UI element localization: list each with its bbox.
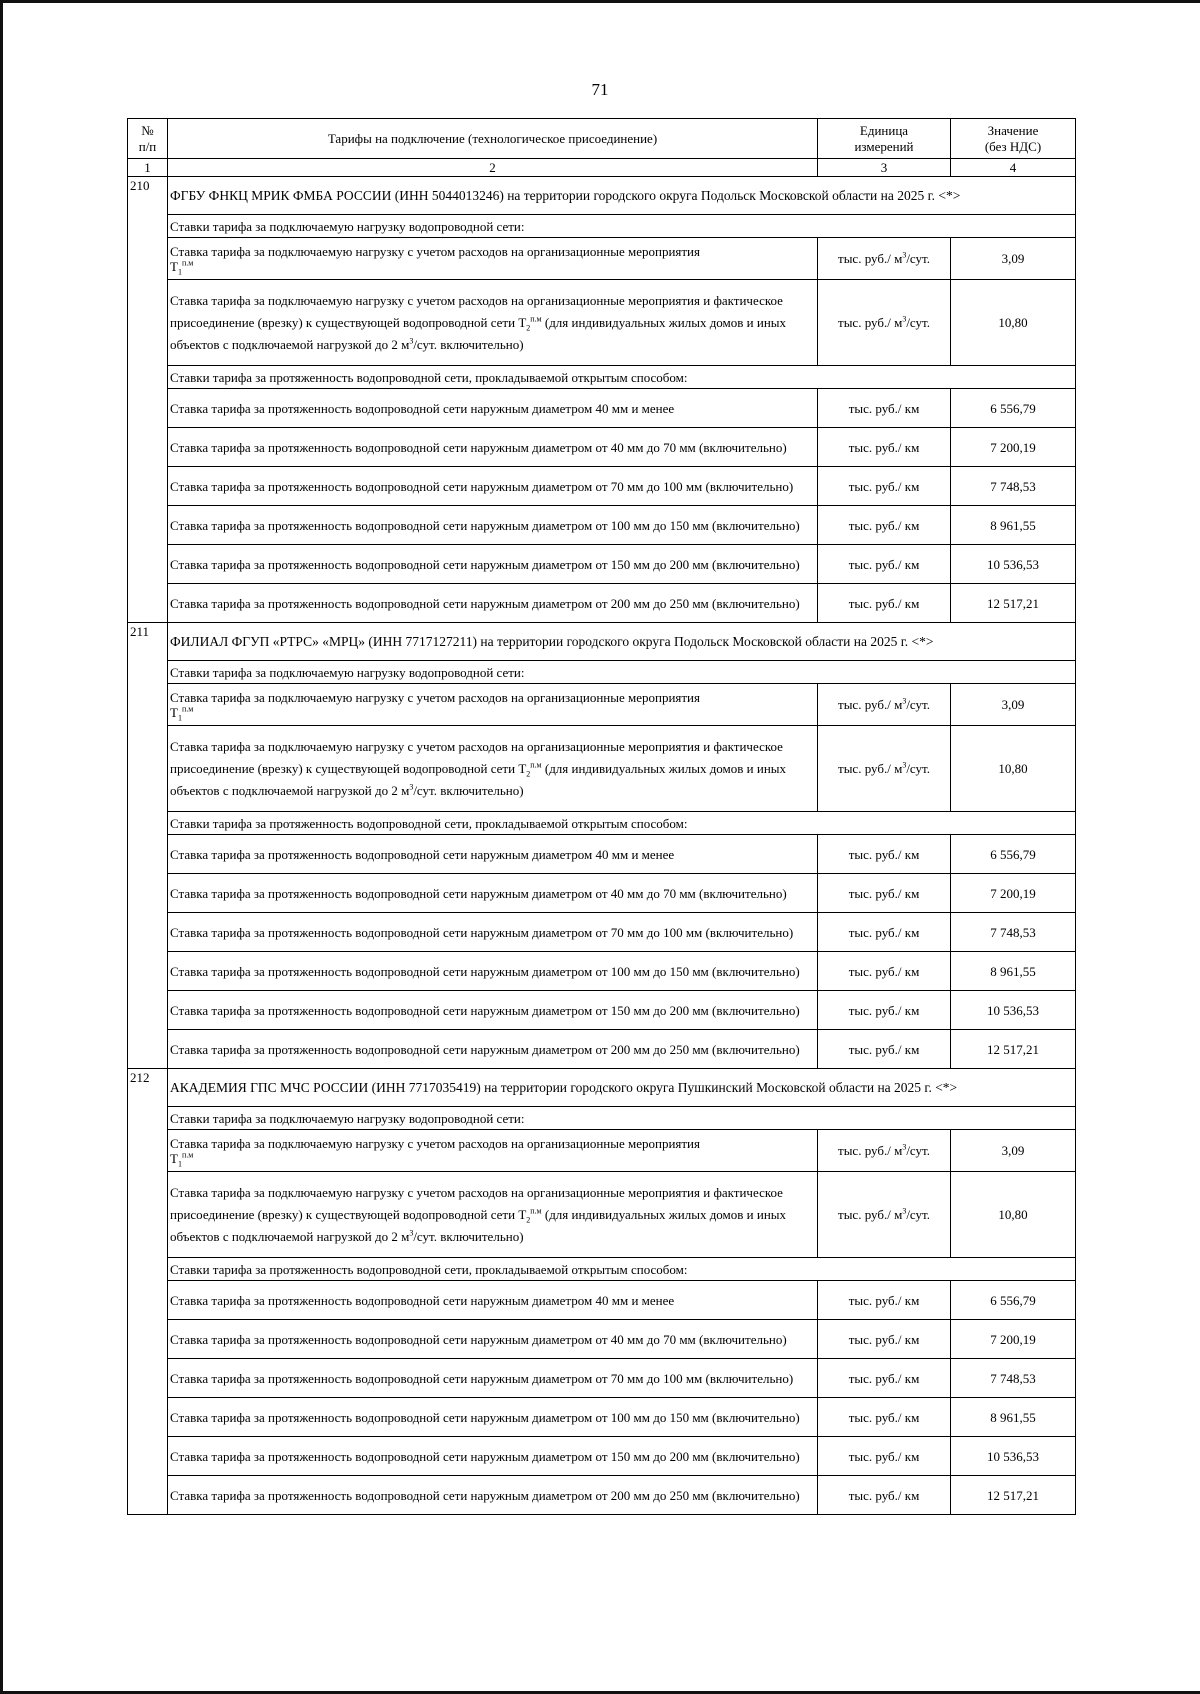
org-number-cell	[128, 661, 168, 684]
tariff-unit: тыс. руб./ км	[818, 1320, 951, 1359]
org-number-cell	[128, 389, 168, 428]
org-number-cell	[128, 366, 168, 389]
org-number-cell	[128, 215, 168, 238]
org-number-cell	[128, 1398, 168, 1437]
table-row	[128, 215, 1076, 238]
tariff-unit: тыс. руб./ км	[818, 991, 951, 1030]
tariff-name-t2: Ставка тарифа за подключаемую нагрузку с учетом расходов на организационные мероприятия и фактическое присоединение (врезку) к существующей водопроводной сети $T_2^{п.м}$ (для индивидуальных жилых домов и иных объектов с подключаемой нагрузкой до 2 $м^3$/сут. включительно)	[168, 280, 818, 366]
org-number-cell	[128, 280, 168, 366]
org-number: 210	[128, 177, 168, 215]
org-title: АКАДЕМИЯ ГПС МЧС РОССИИ (ИНН 7717035419) на территории городского округа Пушкинский Московской области на 2025 г. <*>	[168, 1069, 1076, 1107]
tariff-unit: тыс. руб./ км	[818, 1476, 951, 1515]
tariff-value-d200_250: 12 517,21	[951, 1030, 1076, 1069]
tariff-value-t2: 10,80	[951, 280, 1076, 366]
column-number-2: 2	[168, 159, 818, 177]
tariff-value-d200_250: 12 517,21	[951, 584, 1076, 623]
tariff-unit: тыс. руб./ км	[818, 1437, 951, 1476]
table-row	[128, 1359, 1076, 1398]
tariff-value-d100_150: 8 961,55	[951, 506, 1076, 545]
org-number: 211	[128, 623, 168, 661]
tariff-unit: тыс. руб./ км	[818, 1359, 951, 1398]
table-row	[128, 684, 1076, 726]
table-row	[128, 584, 1076, 623]
tariff-name-d40: Ставка тарифа за протяженность водопроводной сети наружным диаметром 40 мм и менее	[168, 835, 818, 874]
column-number-3: 3	[818, 159, 951, 177]
org-number-cell	[128, 1359, 168, 1398]
section-title: Ставки тарифа за подключаемую нагрузку водопроводной сети:	[168, 215, 1076, 238]
org-number-cell	[128, 545, 168, 584]
table-row	[128, 389, 1076, 428]
org-number-cell	[128, 1281, 168, 1320]
tariff-name-d70_100: Ставка тарифа за протяженность водопроводной сети наружным диаметром от 70 мм до 100 мм (включительно)	[168, 913, 818, 952]
table-row	[128, 835, 1076, 874]
table-row	[128, 913, 1076, 952]
header-col-name: Тарифы на подключение (технологическое присоединение)	[168, 119, 818, 159]
section-title: Ставки тарифа за протяженность водопроводной сети, прокладываемой открытым способом:	[168, 812, 1076, 835]
table-row	[128, 1476, 1076, 1515]
tariff-unit: тыс. руб./ км	[818, 545, 951, 584]
header-col-unit: Единица измерений	[818, 119, 951, 159]
tariff-value-d70_100: 7 748,53	[951, 1359, 1076, 1398]
column-number-4: 4	[951, 159, 1076, 177]
tariff-value-d40_70: 7 200,19	[951, 1320, 1076, 1359]
tariff-unit: тыс. руб./ км	[818, 874, 951, 913]
tariff-name-d200_250: Ставка тарифа за протяженность водопроводной сети наружным диаметром от 200 мм до 250 мм (включительно)	[168, 1030, 818, 1069]
tariff-name-d40: Ставка тарифа за протяженность водопроводной сети наружным диаметром 40 мм и менее	[168, 1281, 818, 1320]
table-row	[128, 467, 1076, 506]
tariff-unit: тыс. руб./ км	[818, 389, 951, 428]
tariff-value-d40_70: 7 200,19	[951, 428, 1076, 467]
column-number-1: 1	[128, 159, 168, 177]
tariff-value-d40_70: 7 200,19	[951, 874, 1076, 913]
tariff-unit: тыс. руб./ $м^3$/сут.	[818, 1172, 951, 1258]
tariff-name-t1: Ставка тарифа за подключаемую нагрузку с учетом расходов на организационные мероприятия $T_1^{п.м}$	[168, 684, 818, 726]
tariff-name-d40_70: Ставка тарифа за протяженность водопроводной сети наружным диаметром от 40 мм до 70 мм (включительно)	[168, 1320, 818, 1359]
tariff-name-d200_250: Ставка тарифа за протяженность водопроводной сети наружным диаметром от 200 мм до 250 мм (включительно)	[168, 1476, 818, 1515]
tariff-value-d40: 6 556,79	[951, 1281, 1076, 1320]
tariff-unit: тыс. руб./ $м^3$/сут.	[818, 238, 951, 280]
table-row	[128, 1130, 1076, 1172]
column-number-row	[128, 159, 1076, 177]
section-title: Ставки тарифа за протяженность водопроводной сети, прокладываемой открытым способом:	[168, 366, 1076, 389]
table-row	[128, 1069, 1076, 1107]
org-title: ФГБУ ФНКЦ МРИК ФМБА РОССИИ (ИНН 5044013246) на территории городского округа Подольск Московской области на 2025 г. <*>	[168, 177, 1076, 215]
org-number-cell	[128, 835, 168, 874]
tariff-unit: тыс. руб./ $м^3$/сут.	[818, 726, 951, 812]
tariff-value-d70_100: 7 748,53	[951, 913, 1076, 952]
table-row	[128, 1107, 1076, 1130]
tariff-name-d70_100: Ставка тарифа за протяженность водопроводной сети наружным диаметром от 70 мм до 100 мм (включительно)	[168, 467, 818, 506]
section-title: Ставки тарифа за подключаемую нагрузку водопроводной сети:	[168, 1107, 1076, 1130]
tariff-name-d200_250: Ставка тарифа за протяженность водопроводной сети наружным диаметром от 200 мм до 250 мм (включительно)	[168, 584, 818, 623]
org-number-cell	[128, 584, 168, 623]
org-number-cell	[128, 991, 168, 1030]
tariff-name-t2: Ставка тарифа за подключаемую нагрузку с учетом расходов на организационные мероприятия и фактическое присоединение (врезку) к существующей водопроводной сети $T_2^{п.м}$ (для индивидуальных жилых домов и иных объектов с подключаемой нагрузкой до 2 $м^3$/сут. включительно)	[168, 1172, 818, 1258]
table-row	[128, 506, 1076, 545]
org-number-cell	[128, 1320, 168, 1359]
org-number-cell	[128, 428, 168, 467]
table-row	[128, 1281, 1076, 1320]
tariff-unit: тыс. руб./ км	[818, 1281, 951, 1320]
org-number-cell	[128, 812, 168, 835]
table-row	[128, 726, 1076, 812]
tariff-name-d100_150: Ставка тарифа за протяженность водопроводной сети наружным диаметром от 100 мм до 150 мм (включительно)	[168, 506, 818, 545]
tariff-value-d150_200: 10 536,53	[951, 1437, 1076, 1476]
table-row	[128, 874, 1076, 913]
table-row	[128, 545, 1076, 584]
header-col-value: Значение (без НДС)	[951, 119, 1076, 159]
org-number: 212	[128, 1069, 168, 1107]
tariff-name-d40_70: Ставка тарифа за протяженность водопроводной сети наружным диаметром от 40 мм до 70 мм (включительно)	[168, 428, 818, 467]
tariff-unit: тыс. руб./ км	[818, 1030, 951, 1069]
table-row	[128, 1437, 1076, 1476]
tariff-value-t2: 10,80	[951, 726, 1076, 812]
org-number-cell	[128, 1107, 168, 1130]
tariff-value-d150_200: 10 536,53	[951, 545, 1076, 584]
org-number-cell	[128, 726, 168, 812]
header-col-num: № п/п	[128, 119, 168, 159]
tariff-name-d150_200: Ставка тарифа за протяженность водопроводной сети наружным диаметром от 150 мм до 200 мм (включительно)	[168, 991, 818, 1030]
tariff-value-t1: 3,09	[951, 684, 1076, 726]
org-number-cell	[128, 1130, 168, 1172]
tariff-unit: тыс. руб./ $м^3$/сут.	[818, 684, 951, 726]
org-title: ФИЛИАЛ ФГУП «РТРС» «МРЦ» (ИНН 7717127211) на территории городского округа Подольск Московской области на 2025 г. <*>	[168, 623, 1076, 661]
table-row	[128, 177, 1076, 215]
tariff-name-t1: Ставка тарифа за подключаемую нагрузку с учетом расходов на организационные мероприятия $T_1^{п.м}$	[168, 238, 818, 280]
section-title: Ставки тарифа за подключаемую нагрузку водопроводной сети:	[168, 661, 1076, 684]
tariff-value-d40: 6 556,79	[951, 389, 1076, 428]
tariff-value-d150_200: 10 536,53	[951, 991, 1076, 1030]
tariff-name-d100_150: Ставка тарифа за протяженность водопроводной сети наружным диаметром от 100 мм до 150 мм (включительно)	[168, 952, 818, 991]
page-number: 71	[591, 80, 609, 99]
table-row	[128, 623, 1076, 661]
tariff-value-t1: 3,09	[951, 1130, 1076, 1172]
table-row	[128, 1320, 1076, 1359]
tariff-name-d70_100: Ставка тарифа за протяженность водопроводной сети наружным диаметром от 70 мм до 100 мм (включительно)	[168, 1359, 818, 1398]
tariff-name-d40_70: Ставка тарифа за протяженность водопроводной сети наружным диаметром от 40 мм до 70 мм (включительно)	[168, 874, 818, 913]
tariff-unit: тыс. руб./ км	[818, 913, 951, 952]
table-row	[128, 1030, 1076, 1069]
tariff-unit: тыс. руб./ км	[818, 952, 951, 991]
table-row	[128, 428, 1076, 467]
org-number-cell	[128, 467, 168, 506]
org-number-cell	[128, 506, 168, 545]
tariff-name-t2: Ставка тарифа за подключаемую нагрузку с учетом расходов на организационные мероприятия и фактическое присоединение (врезку) к существующей водопроводной сети $T_2^{п.м}$ (для индивидуальных жилых домов и иных объектов с подключаемой нагрузкой до 2 $м^3$/сут. включительно)	[168, 726, 818, 812]
tariff-value-d70_100: 7 748,53	[951, 467, 1076, 506]
table-row	[128, 991, 1076, 1030]
org-number-cell	[128, 1437, 168, 1476]
tariff-name-d100_150: Ставка тарифа за протяженность водопроводной сети наружным диаметром от 100 мм до 150 мм (включительно)	[168, 1398, 818, 1437]
tariff-name-d150_200: Ставка тарифа за протяженность водопроводной сети наружным диаметром от 150 мм до 200 мм (включительно)	[168, 1437, 818, 1476]
tariff-unit: тыс. руб./ км	[818, 506, 951, 545]
tariff-value-d100_150: 8 961,55	[951, 952, 1076, 991]
tariff-unit: тыс. руб./ км	[818, 428, 951, 467]
section-title: Ставки тарифа за протяженность водопроводной сети, прокладываемой открытым способом:	[168, 1258, 1076, 1281]
tariff-value-d40: 6 556,79	[951, 835, 1076, 874]
org-number-cell	[128, 913, 168, 952]
table-row	[128, 366, 1076, 389]
tariff-unit: тыс. руб./ км	[818, 467, 951, 506]
table-row	[128, 661, 1076, 684]
tariff-name-t1: Ставка тарифа за подключаемую нагрузку с учетом расходов на организационные мероприятия $T_1^{п.м}$	[168, 1130, 818, 1172]
scan-edge-top	[0, 0, 1200, 3]
org-number-cell	[128, 1172, 168, 1258]
tariff-value-t1: 3,09	[951, 238, 1076, 280]
tariff-unit: тыс. руб./ $м^3$/сут.	[818, 280, 951, 366]
org-number-cell	[128, 874, 168, 913]
tariff-value-d100_150: 8 961,55	[951, 1398, 1076, 1437]
tariff-unit: тыс. руб./ км	[818, 835, 951, 874]
tariff-name-d150_200: Ставка тарифа за протяженность водопроводной сети наружным диаметром от 150 мм до 200 мм (включительно)	[168, 545, 818, 584]
org-number-cell	[128, 952, 168, 991]
org-number-cell	[128, 238, 168, 280]
tariff-value-d200_250: 12 517,21	[951, 1476, 1076, 1515]
scan-edge-left	[0, 0, 3, 1694]
table-row	[128, 812, 1076, 835]
org-number-cell	[128, 1476, 168, 1515]
org-number-cell	[128, 684, 168, 726]
table-row	[128, 1398, 1076, 1437]
tariff-unit: тыс. руб./ км	[818, 1398, 951, 1437]
tariff-unit: тыс. руб./ $м^3$/сут.	[818, 1130, 951, 1172]
tariff-table	[127, 118, 1076, 1515]
org-number-cell	[128, 1258, 168, 1281]
table-row	[128, 952, 1076, 991]
tariff-value-t2: 10,80	[951, 1172, 1076, 1258]
table-row	[128, 1172, 1076, 1258]
tariff-unit: тыс. руб./ км	[818, 584, 951, 623]
table-row	[128, 280, 1076, 366]
org-number-cell	[128, 1030, 168, 1069]
header-row	[128, 119, 1076, 159]
table-row	[128, 1258, 1076, 1281]
table-row	[128, 238, 1076, 280]
tariff-name-d40: Ставка тарифа за протяженность водопроводной сети наружным диаметром 40 мм и менее	[168, 389, 818, 428]
